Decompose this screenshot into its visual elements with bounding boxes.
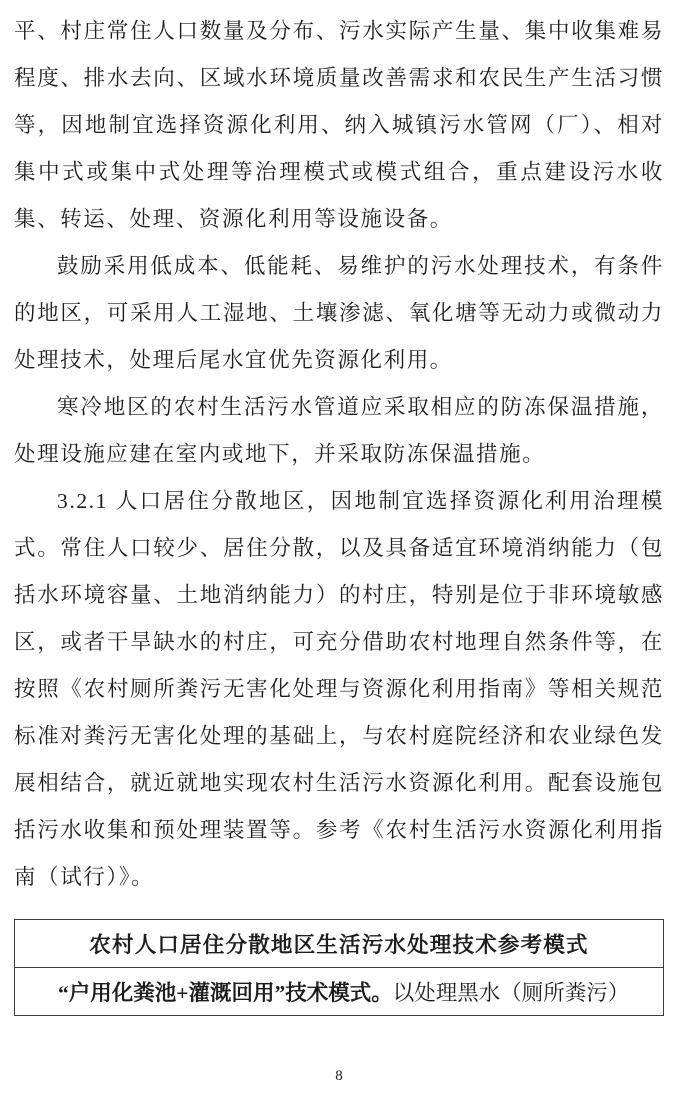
- table-mode-cell: [15, 968, 664, 1016]
- paragraph-cold-regions: 寒冷地区的农村生活污水管道应采取相应的防冻保温措施，处理设施应建在室内或地下，并采取防冻保温措施。: [14, 395, 664, 466]
- table-mode-description: 以处理黑水（厕所粪污）: [392, 981, 630, 1005]
- table-row: [15, 920, 664, 968]
- paragraph-continued: 平、村庄常住人口数量及分布、污水实际产生量、集中收集难易程度、排水去向、区域水环境质量改善需求和农民生产生活习惯等，因地制宜选择资源化利用、纳入城镇污水管网（厂）、相对集中式或集中式处理等治理模式或模式组合，重点建设污水收集、转运、处理、资源化利用等设施设备。: [14, 19, 664, 231]
- page-number: 8: [335, 1068, 343, 1084]
- paragraph-section-3-2-1: 3.2.1 人口居住分散地区，因地制宜选择资源化利用治理模式。常住人口较少、居住分散，以及具备适宜环境消纳能力（包括水环境容量、土地消纳能力）的村庄，特别是位于非环境敏感区，或者干旱缺水的村庄，可充分借助农村地理自然条件等，在按照《农村厕所粪污无害化处理与资源化利用指南》等相关规范标准对粪污无害化处理的基础上，与农村庭院经济和农业绿色发展相结合，就近就地实现农村生活污水资源化利用。配套设施包括污水收集和预处理装置等。参考《农村生活污水资源化利用指南（试行）》。: [14, 489, 664, 889]
- paragraph-low-cost-tech: 鼓励采用低成本、低能耗、易维护的污水处理技术，有条件的地区，可采用人工湿地、土壤渗滤、氧化塘等无动力或微动力处理技术，处理后尾水宜优先资源化利用。: [14, 254, 664, 372]
- table-mode-name: “户用化粪池+灌溉回用”技术模式。: [58, 981, 393, 1005]
- reference-mode-table: [14, 919, 664, 1016]
- table-title: 农村人口居住分散地区生活污水处理技术参考模式: [15, 920, 664, 968]
- table-row: [15, 968, 664, 1016]
